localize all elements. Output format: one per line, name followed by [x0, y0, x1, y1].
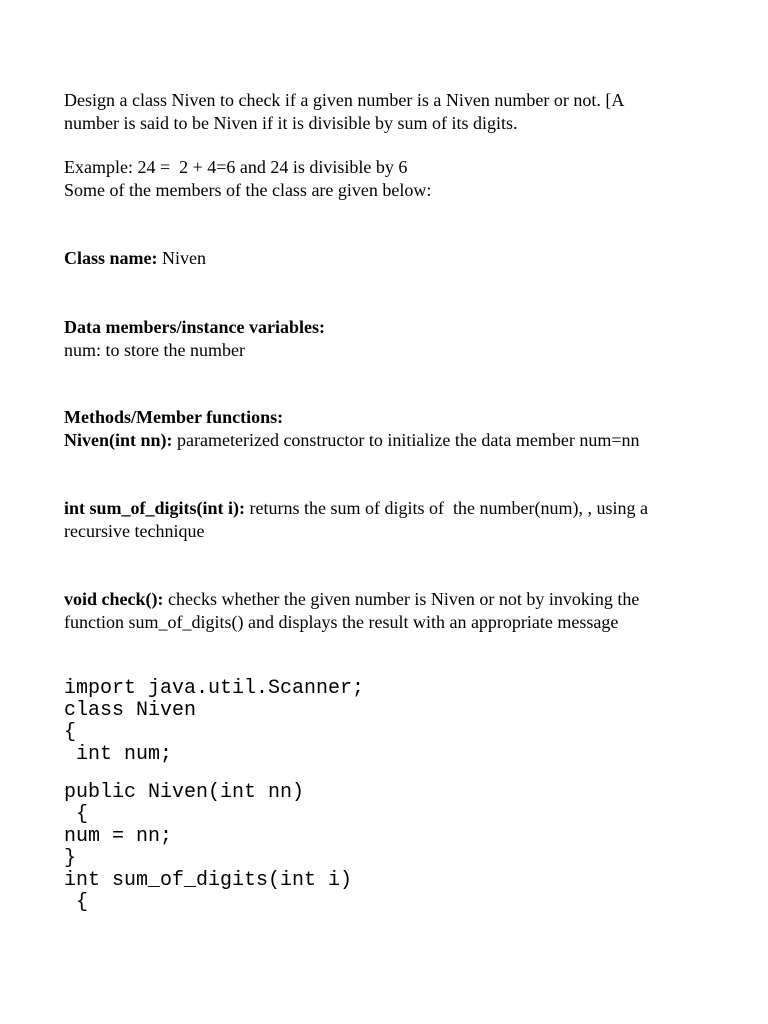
example-line-1: Example: 24 = 2 + 4=6 and 24 is divisible by 6: [64, 157, 408, 177]
code-line: class Niven: [64, 699, 197, 722]
methods-heading: Methods/Member functions:: [64, 407, 284, 427]
code-block-1: [64, 678, 364, 766]
code-line: num = nn;: [64, 825, 173, 848]
check-section: [64, 588, 639, 634]
data-members-line-1: num: to store the number: [64, 340, 245, 360]
class-name-value: Niven: [157, 248, 206, 268]
code-line: int num;: [64, 743, 173, 766]
class-name-label: Class name:: [64, 248, 158, 268]
example-line-2: Some of the members of the class are given below:: [64, 180, 432, 200]
data-members-heading: Data members/instance variables:: [64, 317, 325, 337]
methods-section: [64, 406, 640, 452]
code-line: import java.util.Scanner;: [64, 677, 365, 700]
code-line: {: [64, 721, 77, 744]
intro-line-2: number is said to be Niven if it is divisible by sum of its digits.: [64, 113, 518, 133]
constructor-label: Niven(int nn):: [64, 430, 173, 450]
intro-paragraph: [64, 89, 624, 135]
code-block-2: [64, 782, 352, 914]
code-line: int sum_of_digits(int i): [64, 869, 353, 892]
sum-of-digits-section: [64, 497, 648, 543]
check-description-1: checks whether the given number is Niven or not by invoking the: [163, 589, 640, 609]
code-line: {: [64, 891, 89, 914]
data-members-section: [64, 316, 325, 362]
code-line: public Niven(int nn): [64, 781, 305, 804]
class-name-line: [64, 247, 206, 270]
sum-of-digits-description-2: recursive technique: [64, 521, 205, 541]
intro-line-1: Design a class Niven to check if a given number is a Niven number or not. [A: [64, 90, 625, 110]
constructor-description: parameterized constructor to initialize the data member num=nn: [172, 430, 640, 450]
sum-of-digits-description-1: returns the sum of digits of the number(num), , using a: [245, 498, 648, 518]
check-label: void check():: [64, 589, 164, 609]
code-line: {: [64, 803, 89, 826]
sum-of-digits-label: int sum_of_digits(int i):: [64, 498, 246, 518]
check-description-2: function sum_of_digits() and displays the result with an appropriate message: [64, 612, 619, 632]
example-paragraph: [64, 156, 431, 202]
code-line: }: [64, 847, 77, 870]
